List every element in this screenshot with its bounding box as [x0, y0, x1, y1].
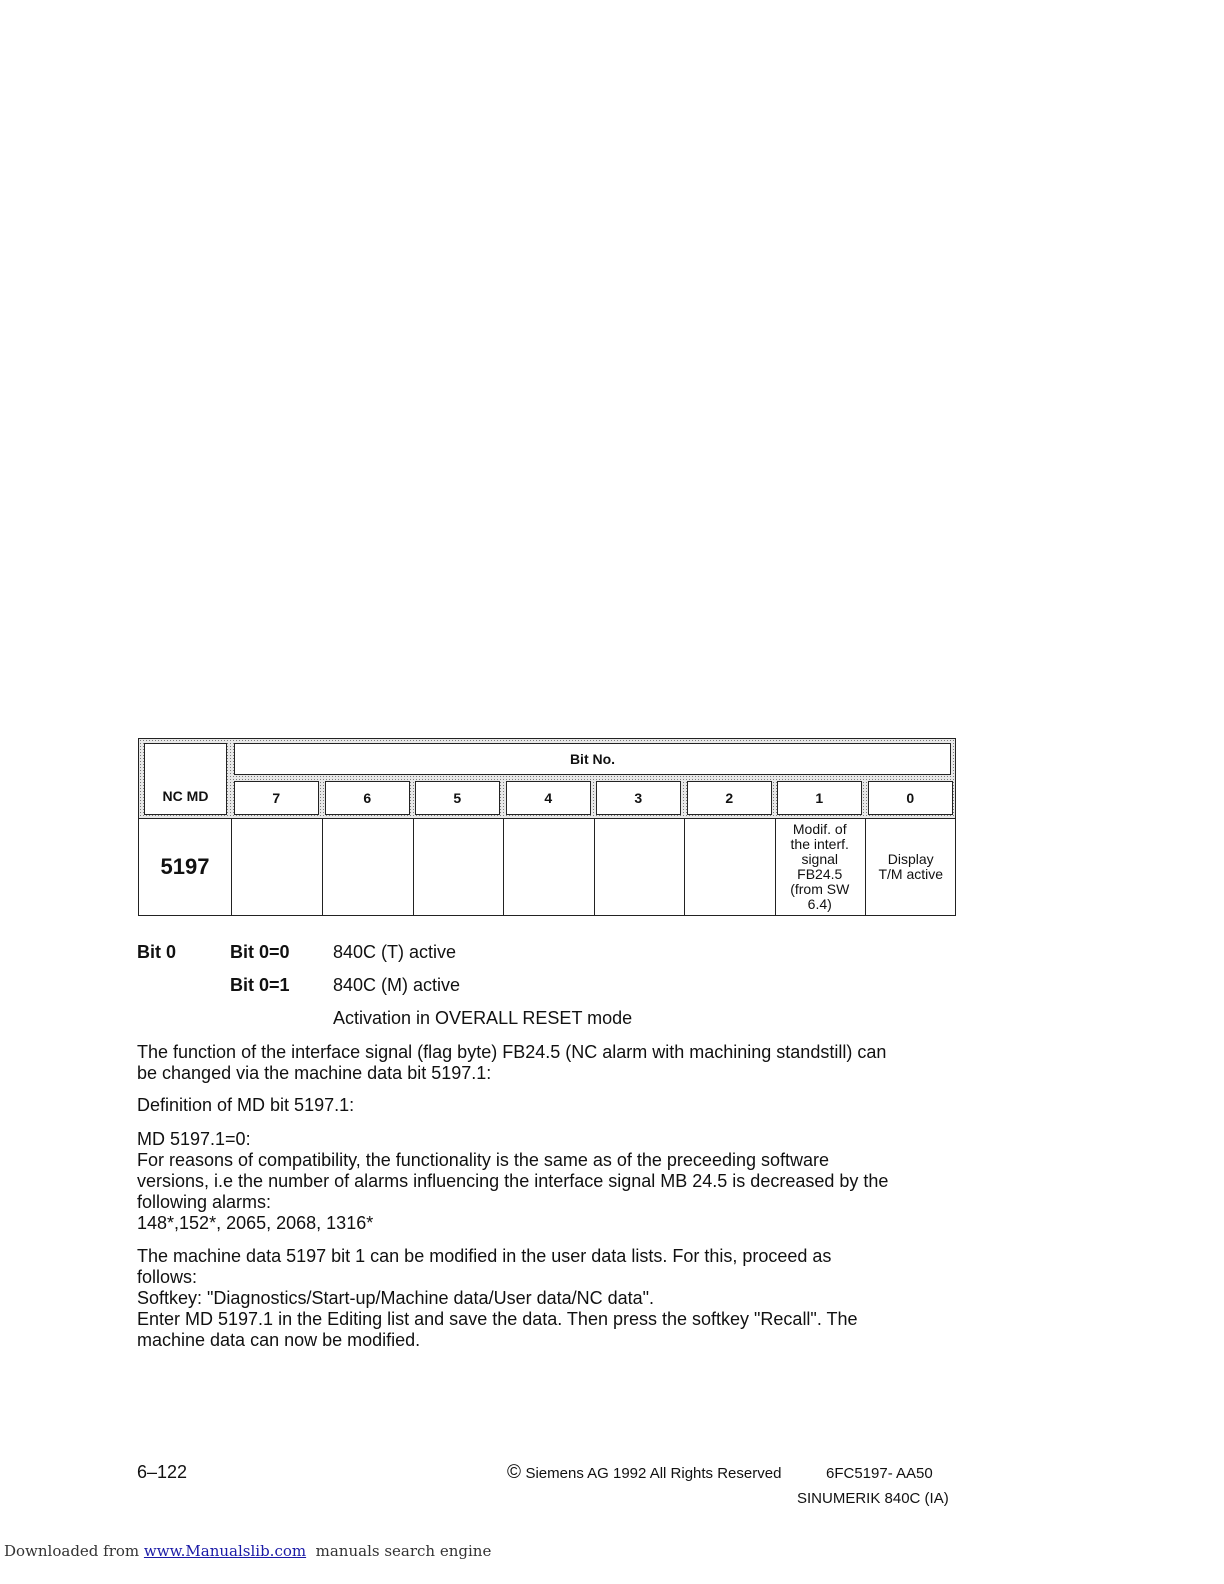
bit-header-0 [868, 781, 953, 815]
bit-cell-7 [232, 819, 323, 915]
paragraph-line: versions, i.e the number of alarms influencing the interface signal MB 24.5 is decreased by the [137, 1171, 889, 1191]
copyright-text: Siemens AG 1992 All Rights Reserved [525, 1465, 782, 1482]
nc-md-header [144, 743, 227, 815]
bit-header-label: 3 [634, 790, 643, 806]
order-number: 6FC5197- AA50 [826, 1465, 933, 1482]
machine-data-table [138, 738, 956, 916]
copyright-line [507, 1462, 781, 1484]
paragraph-line: The machine data 5197 bit 1 can be modified in the user data lists. For this, proceed as [137, 1246, 832, 1266]
bit-header-label: 6 [363, 790, 372, 806]
bit-header-label: 5 [453, 790, 462, 806]
bit-header-label: 2 [725, 790, 734, 806]
bit0-label: Bit 0 [137, 942, 177, 962]
manualslib-link[interactable]: www.Manualslib.com [143, 1542, 307, 1560]
bit-header-7 [234, 781, 319, 815]
bit-cell-6 [323, 819, 414, 915]
product-name: SINUMERIK 840C (IA) [797, 1490, 949, 1507]
bit-header-label: 0 [906, 790, 915, 806]
bit0-1-text: 840C (M) active [333, 975, 461, 995]
copyright-symbol: © [507, 1462, 521, 1483]
bit-header-2 [687, 781, 772, 815]
bit0-1-code: Bit 0=1 [230, 975, 290, 995]
md-number-cell [139, 819, 232, 915]
paragraph-procedure [137, 1246, 957, 1351]
bit-header-1 [777, 781, 862, 815]
bit-no-header [234, 743, 951, 775]
download-prefix: Downloaded from [4, 1542, 144, 1560]
bit-header-3 [596, 781, 681, 815]
paragraph-line: follows: [137, 1267, 198, 1287]
paragraph-line: Definition of MD bit 5197.1: [137, 1095, 355, 1115]
nc-md-label: NC MD [162, 788, 209, 804]
bit-header-label: 1 [815, 790, 824, 806]
paragraph-line: Softkey: "Diagnostics/Start-up/Machine data/User data/NC data". [137, 1288, 655, 1308]
paragraph-line: following alarms: [137, 1192, 272, 1212]
md-number: 5197 [160, 854, 210, 879]
bit-header-6 [325, 781, 410, 815]
bit-header-label: 4 [544, 790, 553, 806]
bit-cell-5 [413, 819, 504, 915]
bit-cell-2 [685, 819, 776, 915]
bit-cell-0 [866, 819, 956, 915]
paragraph-line: For reasons of compatibility, the functionality is the same as of the preceeding software [137, 1150, 830, 1170]
bit0-0-code: Bit 0=0 [230, 942, 290, 962]
bit-no-label: Bit No. [569, 751, 616, 767]
paragraph-line: 148*,152*, 2065, 2068, 1316* [137, 1213, 374, 1233]
table-row [138, 819, 956, 916]
download-suffix: manuals search engine [306, 1542, 492, 1560]
bit-cell-1 [775, 819, 866, 915]
paragraph-line: The function of the interface signal (flag byte) FB24.5 (NC alarm with machining standstill) can [137, 1042, 887, 1062]
bit-cell-4 [504, 819, 595, 915]
bit-cell-text: Modif. of the interf. signal FB24.5 (from SW 6.4) [790, 821, 850, 912]
activation-note: Activation in OVERALL RESET mode [333, 1008, 633, 1028]
paragraph-line: MD 5197.1=0: [137, 1129, 251, 1149]
bit-header-5 [415, 781, 500, 815]
paragraph-line: machine data can now be modified. [137, 1330, 421, 1350]
paragraph-line: be changed via the machine data bit 5197.1: [137, 1063, 492, 1083]
paragraph-md-zero [137, 1129, 957, 1234]
download-notice [4, 1542, 491, 1560]
bit-cell-3 [594, 819, 685, 915]
bit-cell-text: Display T/M active [878, 851, 944, 882]
bit-header-label: 7 [272, 790, 281, 806]
paragraph-definition [137, 1095, 957, 1116]
bit0-0-text: 840C (T) active [333, 942, 457, 962]
page-number: 6–122 [137, 1462, 188, 1482]
paragraph-line: Enter MD 5197.1 in the Editing list and save the data. Then press the softkey "Recall". The [137, 1309, 858, 1329]
paragraph-function [137, 1042, 957, 1084]
bit-header-4 [506, 781, 591, 815]
